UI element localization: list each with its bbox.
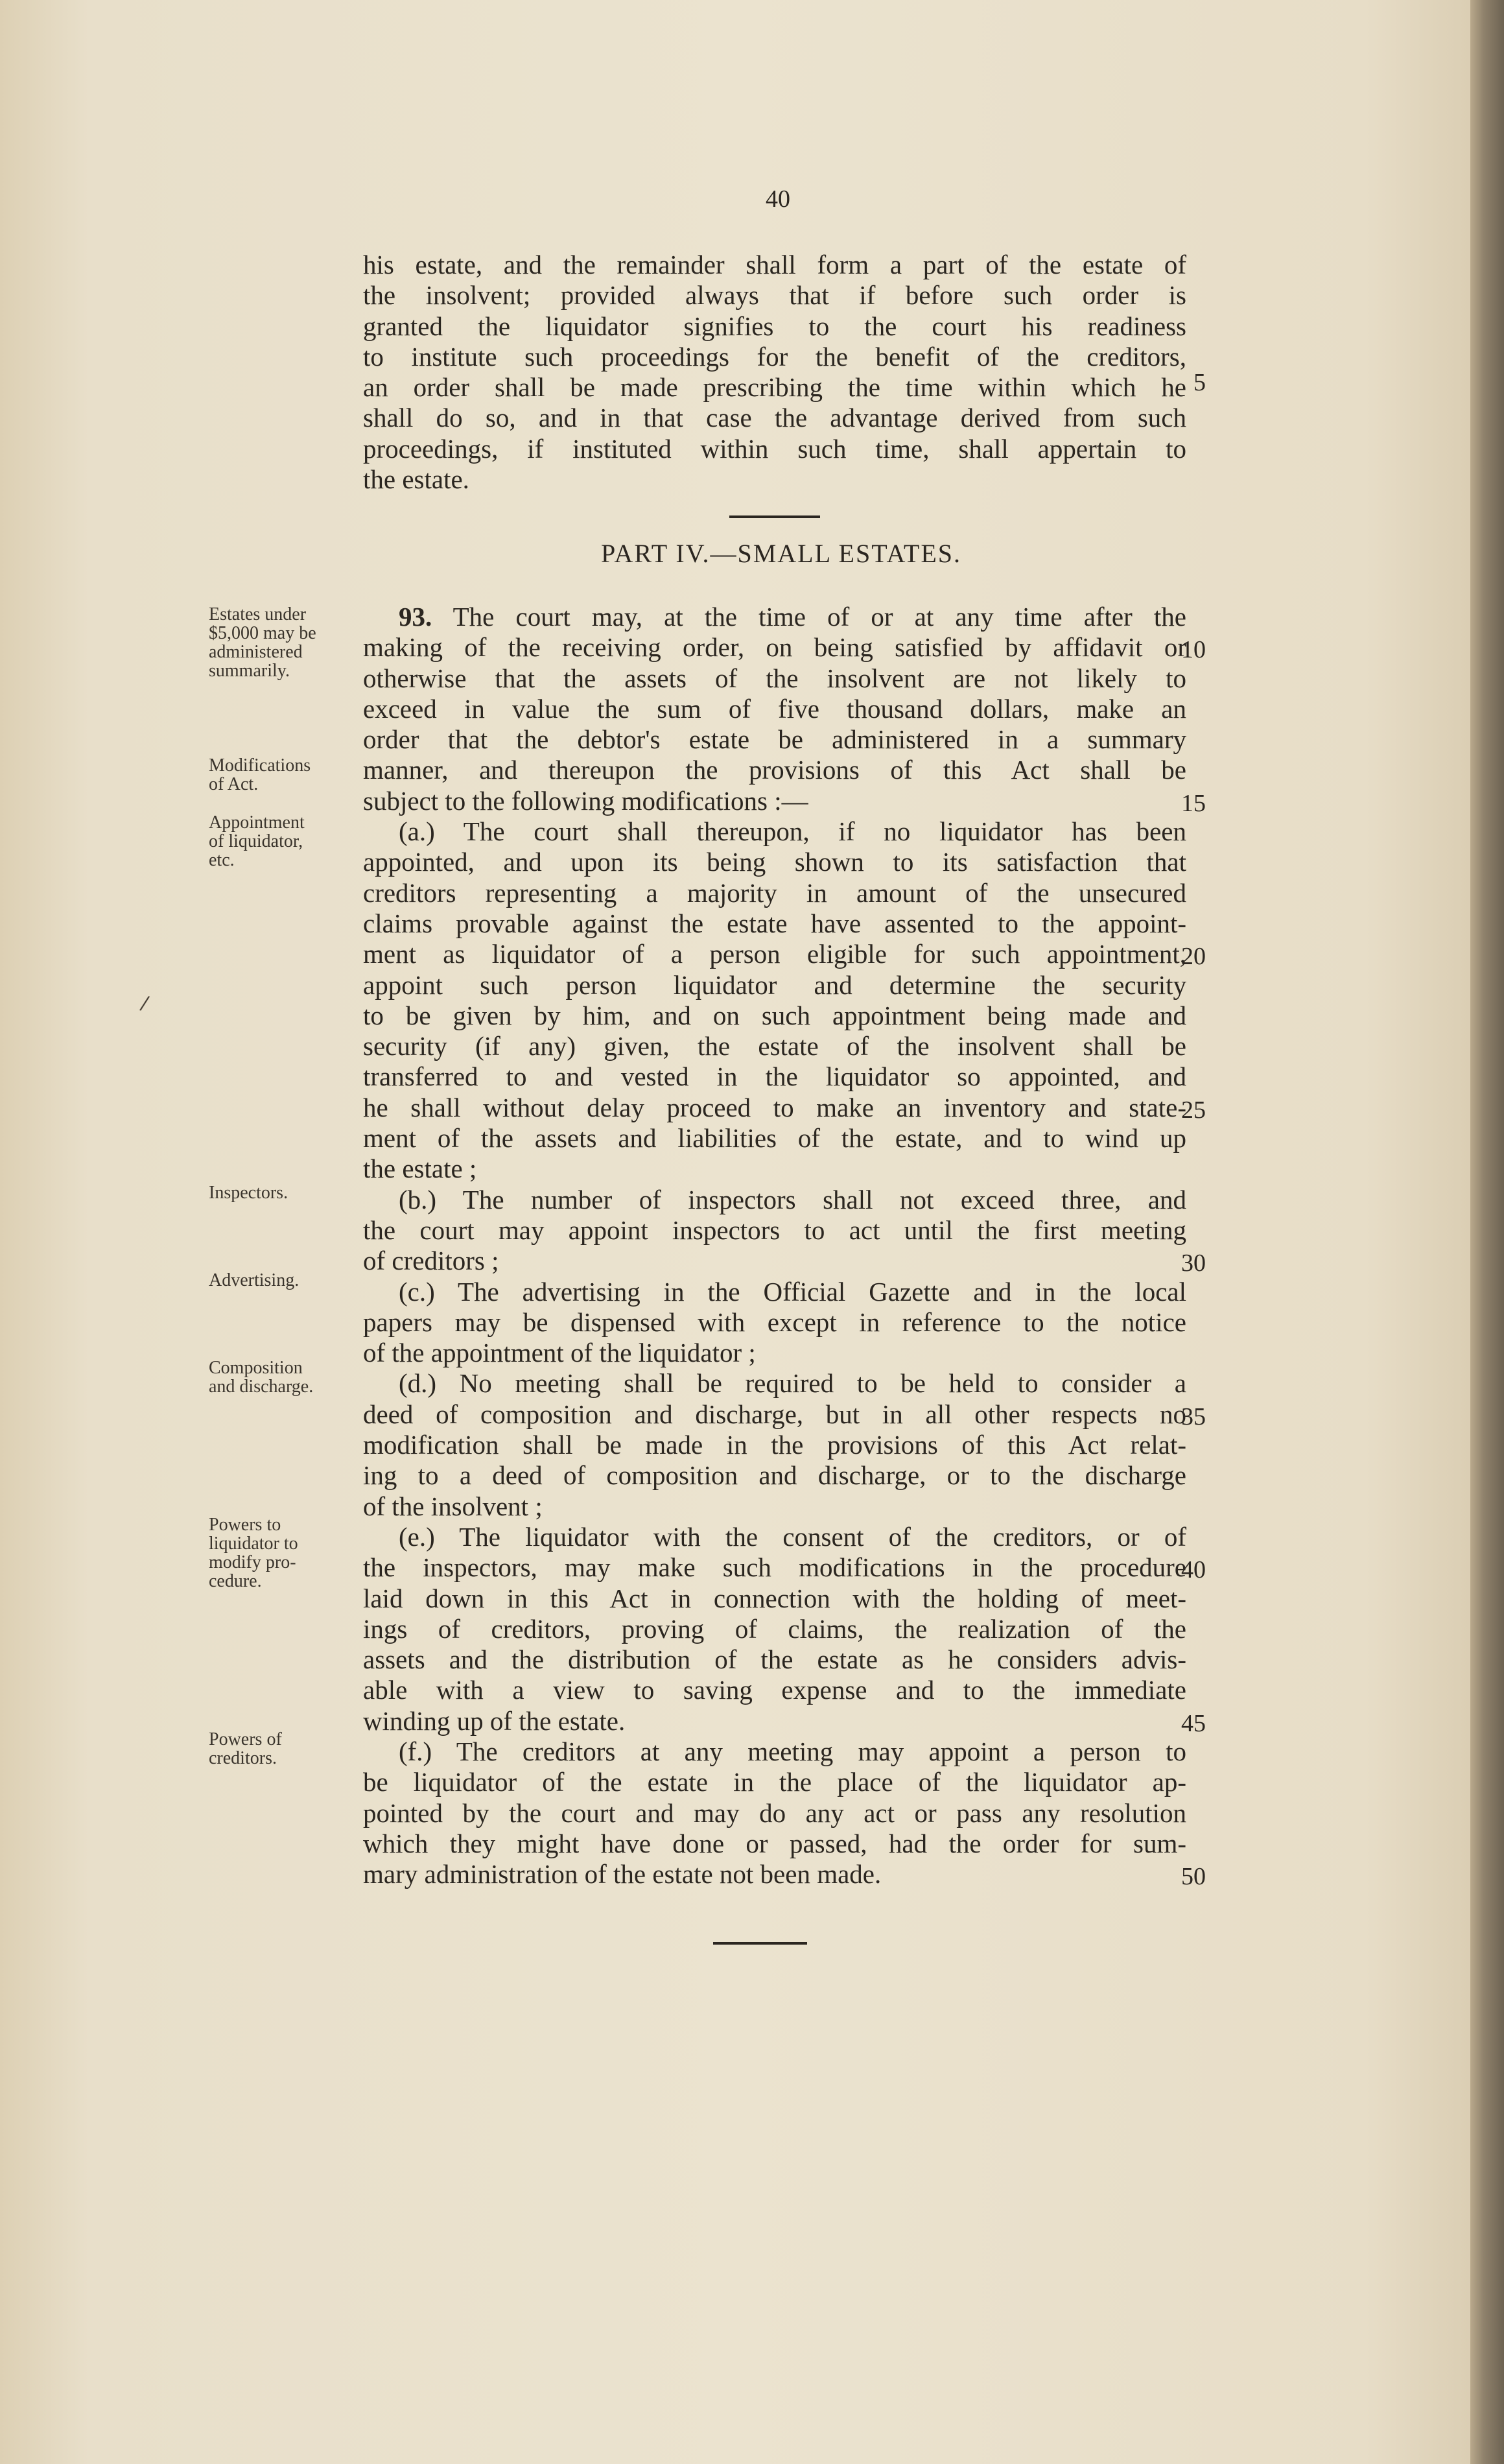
text-line: (b.) The number of inspectors shall not exceed three, and bbox=[399, 1184, 1186, 1214]
stray-pencil-mark: / bbox=[138, 991, 151, 1015]
text-line: otherwise that the assets of the insolvent are not likely to bbox=[363, 663, 1186, 693]
line-number: 25 bbox=[1181, 1096, 1206, 1124]
text-line: of the insolvent ; bbox=[363, 1491, 543, 1521]
text-line: his estate, and the remainder shall form a part of the estate of bbox=[363, 250, 1186, 279]
page-number: 40 bbox=[766, 185, 790, 213]
margin-note-advertising: Advertising. bbox=[209, 1270, 300, 1290]
text-line: he shall without delay proceed to make an inventory and state- bbox=[363, 1092, 1186, 1122]
page-edge-shadow bbox=[1470, 0, 1504, 2464]
line-number: 15 bbox=[1181, 790, 1206, 817]
margin-note-modifications: Modifications of Act. bbox=[209, 755, 311, 794]
text-line: claims provable against the estate have assented to the appoint- bbox=[363, 908, 1186, 938]
text-line: the inspectors, may make such modifications in the procedure bbox=[363, 1552, 1186, 1583]
text-line: making of the receiving order, on being satisfied by affidavit or bbox=[363, 632, 1186, 663]
text-line: exceed in value the sum of five thousand dollars, make an bbox=[363, 693, 1186, 724]
text-line: the estate ; bbox=[363, 1154, 477, 1184]
text-line: proceedings, if instituted within such time, shall appertain to bbox=[363, 433, 1186, 464]
text-line: the court may appoint inspectors to act until the first meeting bbox=[363, 1214, 1186, 1245]
text-line: ing to a deed of composition and discharge, or to the discharge bbox=[363, 1460, 1186, 1491]
section-93-body bbox=[363, 602, 1186, 1889]
text-line: pointed by the court and may do any act or pass any resolution bbox=[363, 1797, 1186, 1828]
section-number: 93. bbox=[399, 602, 432, 632]
text-line: laid down in this Act in connection with the holding of meet- bbox=[363, 1583, 1186, 1613]
line-number: 40 bbox=[1181, 1556, 1206, 1583]
text-line: be liquidator of the estate in the place of the liquidator ap- bbox=[363, 1767, 1186, 1797]
text-line: granted the liquidator signifies to the court his readiness bbox=[363, 311, 1186, 341]
text-line: manner, and thereupon the provisions of this Act shall be bbox=[363, 755, 1186, 785]
margin-note-composition: Composition and discharge. bbox=[209, 1358, 314, 1397]
text-line: (a.) The court shall thereupon, if no liquidator has been bbox=[399, 816, 1186, 847]
margin-note-inspectors: Inspectors. bbox=[209, 1183, 288, 1203]
margin-note-appointment: Appointment of liquidator, etc. bbox=[209, 812, 305, 870]
line-number: 30 bbox=[1181, 1250, 1206, 1277]
text-line: the insolvent; provided always that if before such order is bbox=[363, 280, 1186, 311]
text-line: to be given by him, and on such appointment being made and bbox=[363, 1000, 1186, 1030]
text-line: winding up of the estate. bbox=[363, 1705, 626, 1736]
text-line: ment of the assets and liabilities of the estate, and to wind up bbox=[363, 1123, 1186, 1154]
text-line: appoint such person liquidator and determine the security bbox=[363, 969, 1186, 1000]
text-line: of the appointment of the liquidator ; bbox=[363, 1338, 756, 1368]
text-line: ings of creditors, proving of claims, the realization of the bbox=[363, 1613, 1186, 1644]
text-line: creditors representing a majority in amount of the unsecured bbox=[363, 877, 1186, 908]
text-line: to institute such proceedings for the benefit of the creditors, bbox=[363, 341, 1186, 372]
line-number: 10 bbox=[1181, 636, 1206, 663]
end-rule bbox=[713, 1942, 807, 1945]
text-line: able with a view to saving expense and to the immediate bbox=[363, 1675, 1186, 1705]
opening-paragraph bbox=[363, 250, 1186, 495]
line-number: 45 bbox=[1181, 1710, 1206, 1737]
text-line: appointed, and upon its being shown to its satisfaction that bbox=[363, 847, 1186, 877]
text-line: papers may be dispensed with except in reference to the notice bbox=[363, 1307, 1186, 1337]
text-line: (f.) The creditors at any meeting may appoint a person to bbox=[399, 1736, 1186, 1766]
margin-note-powers-creditors: Powers of creditors. bbox=[209, 1729, 282, 1768]
line-number: 5 bbox=[1193, 369, 1206, 396]
text-line: order that the debtor's estate be administered in a summary bbox=[363, 724, 1186, 755]
text-line: assets and the distribution of the estate as he considers advis- bbox=[363, 1644, 1186, 1675]
text-line: 93. The court may, at the time of or at any time after the bbox=[399, 602, 1186, 632]
text-line: modification shall be made in the provisions of this Act relat- bbox=[363, 1430, 1186, 1460]
text-line: transferred to and vested in the liquidator so appointed, and bbox=[363, 1061, 1186, 1092]
text-line: deed of composition and discharge, but in all other respects no bbox=[363, 1399, 1186, 1429]
line-number: 35 bbox=[1181, 1403, 1206, 1430]
text-line: shall do so, and in that case the advantage derived from such bbox=[363, 403, 1186, 433]
section-divider-rule bbox=[729, 515, 820, 518]
text-line: (c.) The advertising in the Official Gazette and in the local bbox=[399, 1276, 1186, 1307]
margin-note-estates: Estates under $5,000 may be administered summarily. bbox=[209, 604, 316, 681]
text-line: an order shall be made prescribing the time within which he bbox=[363, 372, 1186, 403]
line-number: 20 bbox=[1181, 943, 1206, 970]
text-line: (d.) No meeting shall be required to be held to consider a bbox=[399, 1368, 1186, 1399]
text-line: which they might have done or passed, had the order for sum- bbox=[363, 1828, 1186, 1858]
margin-note-powers-liquidator: Powers to liquidator to modify pro- cedure. bbox=[209, 1515, 298, 1591]
text-line: the estate. bbox=[363, 464, 469, 495]
text-line: subject to the following modifications :— bbox=[363, 785, 808, 816]
text-line: security (if any) given, the estate of the insolvent shall be bbox=[363, 1031, 1186, 1061]
text-line: (e.) The liquidator with the consent of the creditors, or of bbox=[399, 1521, 1186, 1552]
line-number: 50 bbox=[1181, 1863, 1206, 1890]
text-line: of creditors ; bbox=[363, 1246, 499, 1276]
part-heading: PART IV.—SMALL ESTATES. bbox=[600, 539, 962, 568]
text-line: mary administration of the estate not been made. bbox=[363, 1859, 882, 1889]
text-line: ment as liquidator of a person eligible for such appointment, bbox=[363, 939, 1186, 969]
